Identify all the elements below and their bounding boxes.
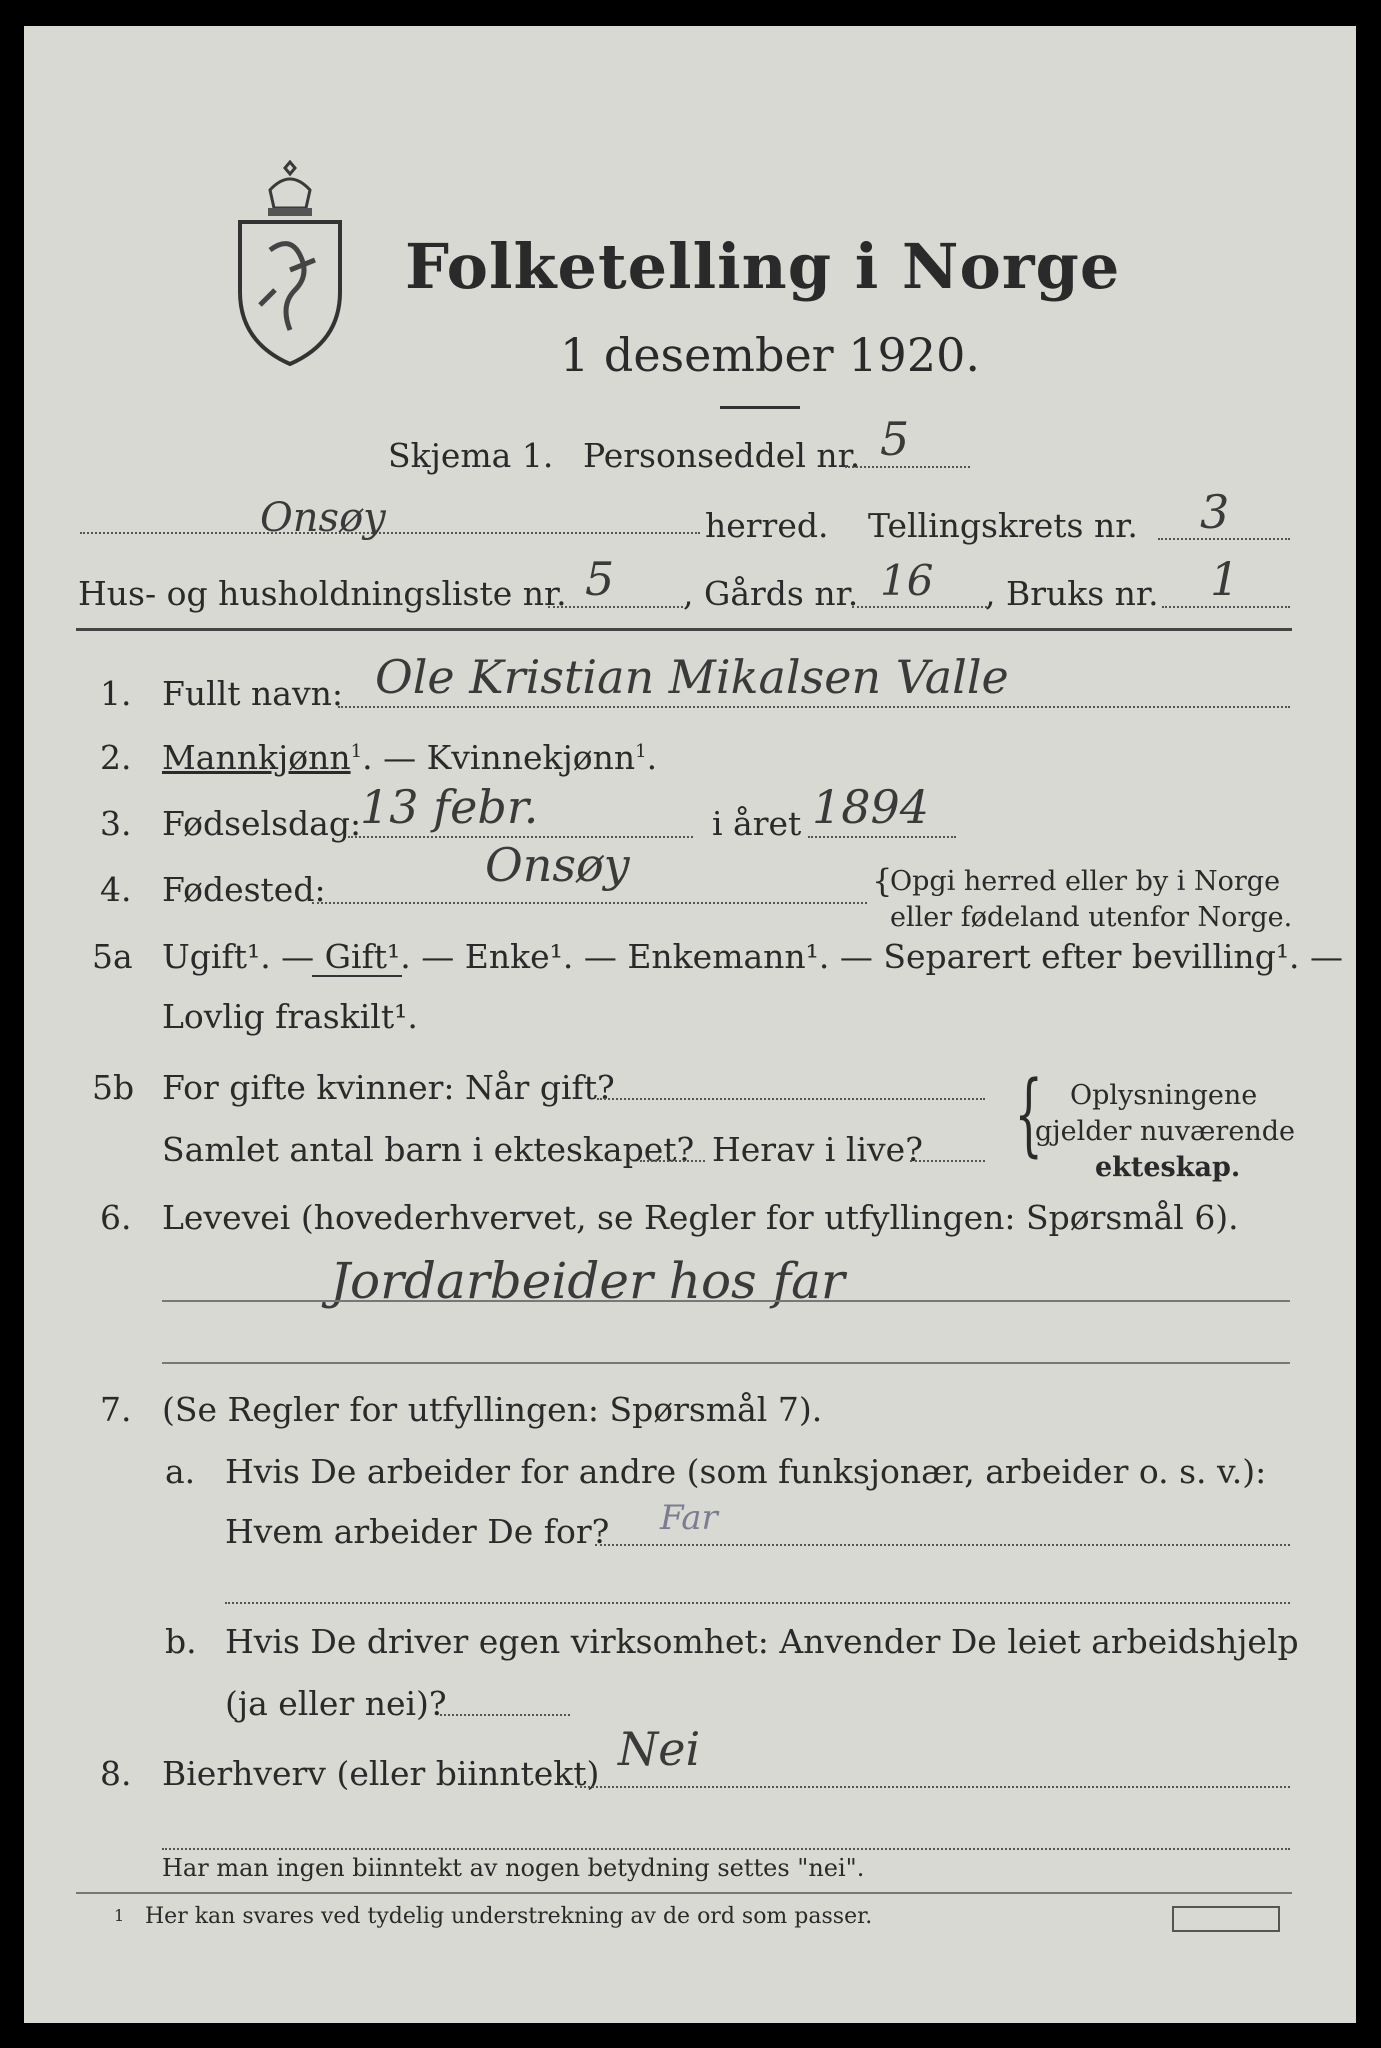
- coat-of-arms-icon: [230, 160, 350, 370]
- q7-number: 7.: [100, 1390, 132, 1429]
- children-line: [640, 1160, 705, 1162]
- bruks-line: [1162, 606, 1290, 608]
- kvinnekjonn-option: Kvinnekjønn: [426, 738, 636, 777]
- marital-status-options: Ugift¹. — Gift¹. — Enke¹. — Enkemann¹. — Separert efter bevilling¹. —: [162, 937, 1344, 976]
- header-rule: [76, 628, 1292, 631]
- bruks-value: 1: [1210, 552, 1240, 606]
- q7a-line2: Hvem arbeider De for?: [225, 1512, 610, 1551]
- personseddel-line: [845, 466, 970, 468]
- q4-note-1: Opgi herred eller by i Norge: [890, 866, 1281, 897]
- q6-label: Levevei (hovederhvervet, se Regler for utfyllingen: Spørsmål 6).: [162, 1198, 1239, 1237]
- gards-label: , Gårds nr.: [683, 574, 859, 613]
- q5b-brace: {: [1014, 1062, 1043, 1167]
- herred-value: Onsøy: [260, 495, 386, 541]
- q5b-line1: For gifte kvinner: Når gift?: [162, 1068, 615, 1107]
- employer-line-2: [225, 1602, 1290, 1604]
- q4-label: Fødested:: [162, 870, 326, 909]
- q3-number: 3.: [100, 804, 132, 843]
- form-title: Folketelling i Norge: [405, 230, 1121, 303]
- employer-line: [595, 1544, 1290, 1546]
- year-line: [808, 836, 956, 838]
- mannkjonn-option: Mannkjønn: [162, 738, 351, 777]
- marital-status-line2: Lovlig fraskilt¹.: [162, 997, 418, 1036]
- side-income-value: Nei: [618, 1722, 701, 1776]
- footnote-mark: 1: [114, 1906, 125, 1925]
- birth-year-value: 1894: [812, 780, 930, 834]
- herred-line: [80, 532, 700, 534]
- footnote-text: Her kan svares ved tydelig understrekning av de ord som passer.: [145, 1904, 873, 1929]
- q2-gender-options: Mannkjønn$^1$. — Kvinnekjønn$^1$.: [162, 738, 658, 777]
- personseddel-value: 5: [880, 412, 910, 466]
- q7a-number: a.: [165, 1452, 196, 1491]
- skjema-label: Skjema 1.: [388, 436, 554, 475]
- q1-number: 1.: [100, 674, 132, 713]
- birthplace-value: Onsøy: [485, 838, 630, 892]
- personseddel-label: Personseddel nr.: [583, 436, 861, 475]
- q5b-children-label: Samlet antal barn i ekteskapet?: [162, 1130, 695, 1169]
- q5b-alive-label: Herav i live?: [712, 1130, 923, 1169]
- occupation-line-1: [162, 1300, 1290, 1302]
- side-income-line: [575, 1786, 1290, 1788]
- tellingskrets-value: 3: [1200, 485, 1230, 539]
- q2-number: 2.: [100, 738, 132, 777]
- q7b-line1: Hvis De driver egen virksomhet: Anvender De leiet arbeidshjelp: [225, 1622, 1299, 1661]
- occupation-line-2: [162, 1362, 1290, 1364]
- q6-number: 6.: [100, 1198, 132, 1237]
- employer-value: Far: [660, 1498, 718, 1538]
- printer-stamp: [1172, 1906, 1280, 1932]
- herred-label: herred.: [705, 506, 829, 545]
- hus-line: [548, 606, 683, 608]
- tellingskrets-label: Tellingskrets nr.: [868, 506, 1138, 545]
- q4-number: 4.: [100, 870, 132, 909]
- occupation-value: Jordarbeider hos far: [330, 1252, 845, 1310]
- hired-help-line: [440, 1714, 570, 1716]
- side-income-line-2: [162, 1848, 1290, 1850]
- q1-label: Fullt navn:: [162, 674, 343, 713]
- q3-label: Fødselsdag:: [162, 804, 362, 843]
- q5b-note-2: gjelder nuværende: [1035, 1116, 1295, 1147]
- gift-underline: [312, 975, 402, 977]
- q4-brace: {: [872, 862, 893, 900]
- hus-label: Hus- og husholdningsliste nr.: [78, 574, 567, 613]
- alive-line: [910, 1160, 985, 1162]
- bruks-label: , Bruks nr.: [985, 574, 1159, 613]
- gards-line: [852, 606, 987, 608]
- gards-value: 16: [880, 556, 934, 605]
- footer-note: Har man ingen biinntekt av nogen betydning settes "nei".: [162, 1854, 865, 1882]
- full-name-value: Ole Kristian Mikalsen Valle: [375, 650, 1009, 704]
- census-date: 1 desember 1920.: [560, 328, 980, 382]
- birthplace-line: [312, 902, 867, 904]
- q7a-line1: Hvis De arbeider for andre (som funksjonær, arbeider o. s. v.):: [225, 1452, 1267, 1491]
- q7b-number: b.: [165, 1622, 197, 1661]
- q5b-note-1: Oplysningene: [1070, 1080, 1258, 1111]
- q7b-line2: (ja eller nei)?: [225, 1684, 447, 1723]
- hus-value: 5: [585, 552, 615, 606]
- q8-label: Bierhverv (eller biinntekt): [162, 1754, 600, 1793]
- q5a-number: 5a: [92, 937, 133, 976]
- year-label: i året: [712, 804, 802, 843]
- footer-rule: [76, 1892, 1292, 1894]
- q7-label: (Se Regler for utfyllingen: Spørsmål 7).: [162, 1390, 823, 1429]
- q8-number: 8.: [100, 1754, 132, 1793]
- header-divider: [720, 406, 800, 409]
- q5b-number: 5b: [92, 1068, 135, 1107]
- q4-note-2: eller fødeland utenfor Norge.: [890, 902, 1293, 933]
- q1-line: [338, 706, 1290, 708]
- birthday-value: 13 febr.: [360, 780, 539, 834]
- married-when-line: [597, 1098, 985, 1100]
- q5b-note-3: ekteskap.: [1095, 1152, 1241, 1183]
